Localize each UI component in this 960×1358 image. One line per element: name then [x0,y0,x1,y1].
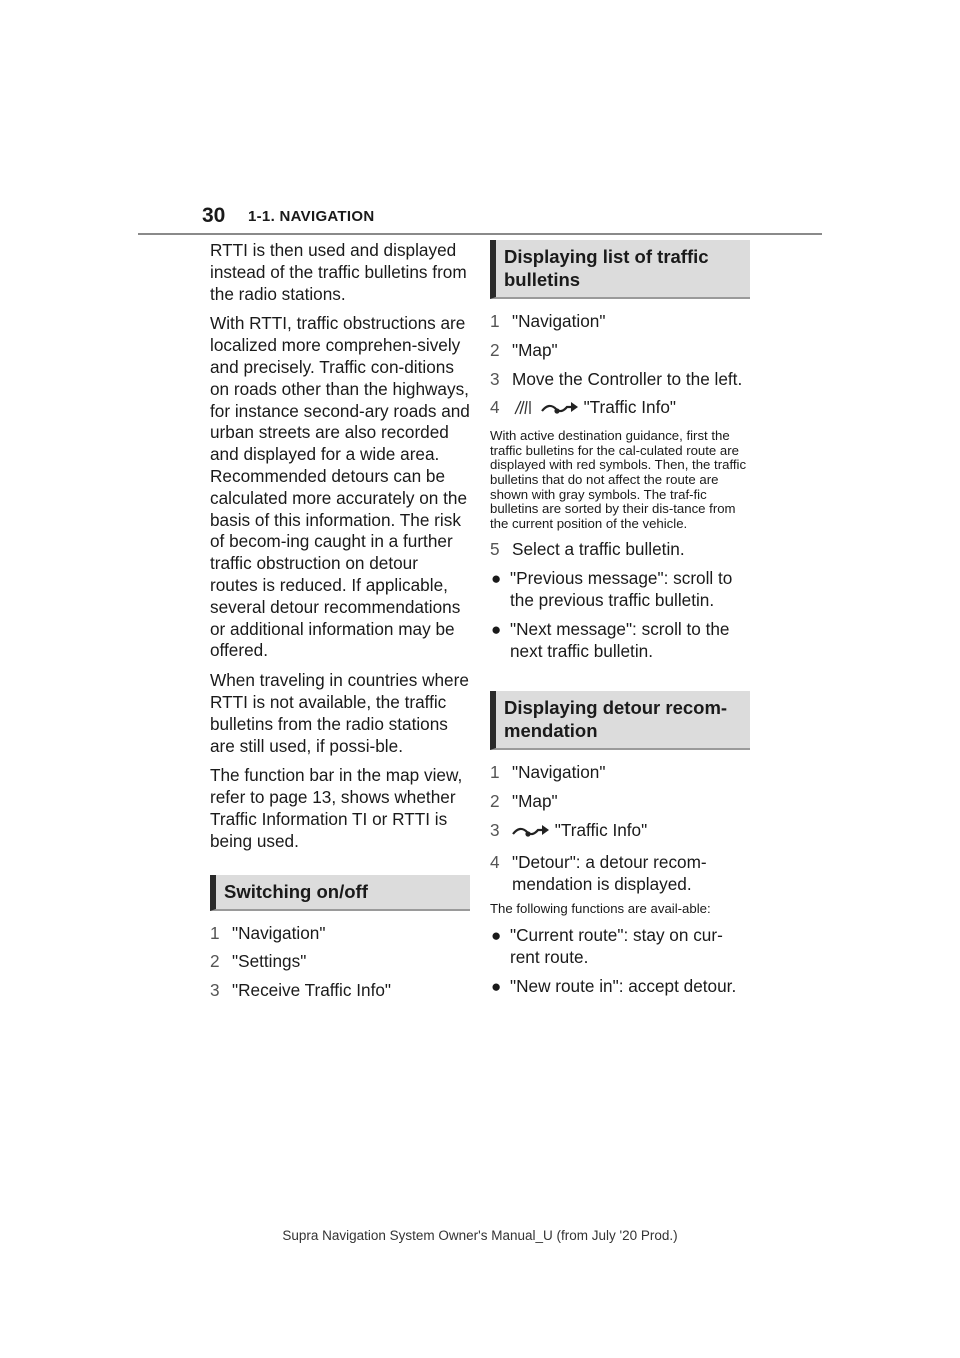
step: 1 "Navigation" [490,311,606,331]
list-item: ● "Current route": stay on cur-rent route. [491,924,723,967]
step: 5 Select a traffic bulletin. [490,539,685,560]
step: 2 "Map" [490,791,558,812]
traffic-icon [512,398,536,422]
paragraph-rtti-benefits: With RTTI, traffic obstructions are localized more comprehen-sively and precisely. Traffic con-ditions on roads other than the highways, for instance second-ary roads and urban streets are also recorded and displayed for a wide area. Recommended detours can be calculated more accurately on the basis of this information. The risk of becom-ing caught in a further traffic obstruction on detour routes is reduced. If applicable, several detour recommendations or additional information may be offered. [210,313,470,661]
heading-list-traffic-bulletins: Displaying list of traffic bulletins [490,240,750,299]
right-column [490,240,750,1004]
step: 4 "Traffic Info" [490,397,750,422]
note-available-functions: The following functions are avail-able: [490,901,711,917]
step: 3 Move the Controller to the left. [490,368,743,389]
route-arrow-icon [512,821,550,845]
left-column [210,240,470,1009]
section-title: 1-1. NAVIGATION [248,208,375,225]
list-item: ● "New route in": accept detour. [491,975,737,996]
route-arrow-icon [541,398,579,422]
step: 2 "Map" [490,339,558,360]
paragraph-rtti-unavailable: When traveling in countries where RTTI is not available, the traffic bulletins from the radio stations are still used, if possi-ble. [210,670,469,756]
step: 3 "Receive Traffic Info" [210,980,392,1001]
page-number: 30 [202,204,226,227]
heading-switching-on-off: Switching on/off [210,875,470,911]
list-item: ● "Next message": scroll to the next traffic bulletin. [491,618,730,661]
step: 4 "Detour": a detour recom-mendation is displayed. [490,851,707,894]
note-active-guidance: With active destination guidance, first the traffic bulletins for the cal-culated route are displayed with red symbols. Then, the traffic bulletins that do not affect the route are shown with gray symbols. The traf-fic bulletins are sorted by their dis-tance from the current position of the vehicle. [490,428,747,531]
step: 3 "Traffic Info" [490,820,750,845]
step: 2 "Settings" [210,951,307,972]
step: 1 "Navigation" [210,922,326,943]
header-rule [138,233,822,235]
page-footer: Supra Navigation System Owner's Manual_U (from July '20 Prod.) [282,1228,678,1243]
paragraph-rtti-used: RTTI is then used and displayed instead of the traffic bulletins from the radio stations. [210,240,467,304]
heading-detour-recommendation: Displaying detour recom-mendation [490,691,750,750]
step: 1 "Navigation" [490,762,606,783]
paragraph-function-bar: The function bar in the map view, refer to page 13, shows whether Traffic Information TI or RTTI is being used. [210,765,463,851]
list-item: ● "Previous message": scroll to the previous traffic bulletin. [491,568,733,610]
page-header [0,0,960,240]
